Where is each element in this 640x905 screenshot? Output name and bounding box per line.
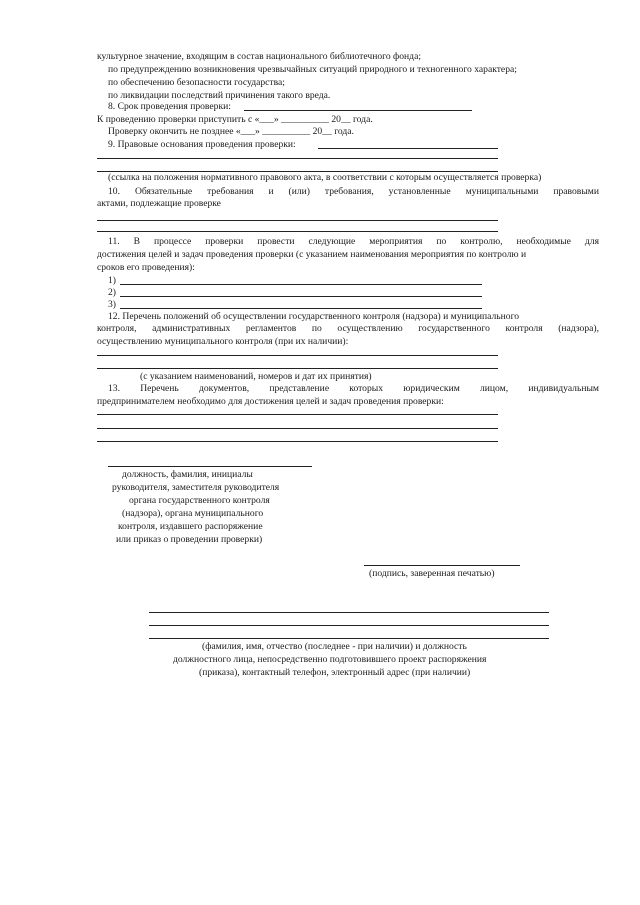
- item8-label: 8. Срок проведения проверки:: [108, 101, 231, 112]
- item13-text: предпринимателем необходимо для достижения целей и задач проведения проверки:: [97, 396, 444, 407]
- signer-caption: руководителя, заместителя руководителя: [112, 482, 280, 493]
- item8-fill-line[interactable]: [244, 110, 472, 111]
- item8-start: К проведению проверки приступить с «___» __________ 20__ года.: [97, 114, 373, 125]
- item11-text: сроков его проведения):: [97, 262, 195, 273]
- preparer-fill-line[interactable]: [149, 638, 549, 639]
- item11-text: 11. В процессе проверки провести следующие мероприятия по контролю, необходимые для: [108, 236, 599, 247]
- item8-end: Проверку окончить не позднее «___» __________ 20__ года.: [108, 126, 354, 137]
- item11-fill-line[interactable]: [120, 296, 482, 297]
- item11-num: 1): [108, 275, 116, 286]
- item11-num: 2): [108, 287, 116, 298]
- item10-fill-line[interactable]: [97, 220, 498, 221]
- item12-fill-line[interactable]: [97, 355, 498, 356]
- item12-text: 12. Перечень положений об осуществлении государственного контроля (надзора) и муниципального: [108, 311, 520, 322]
- item10-fill-line[interactable]: [97, 231, 498, 232]
- item10-text: 10. Обязательные требования и (или) требования, установленные муниципальными правовыми: [108, 186, 599, 197]
- item9-label: 9. Правовые основания проведения проверки:: [108, 139, 296, 150]
- preparer-caption: (приказа), контактный телефон, электронный адрес (при наличии): [199, 667, 471, 678]
- preparer-caption: (фамилия, имя, отчество (последнее - при наличии) и должность: [202, 641, 467, 652]
- signer-caption: (надзора), органа муниципального: [122, 508, 264, 519]
- top-text-line: по ликвидации последствий причинения такого вреда.: [108, 90, 331, 101]
- signer-caption: или приказ о проведении проверки): [116, 534, 263, 545]
- item13-fill-line[interactable]: [97, 428, 498, 429]
- signer-caption: должность, фамилия, инициалы: [122, 469, 253, 480]
- preparer-caption: должностного лица, непосредственно подготовившего проект распоряжения: [173, 654, 487, 665]
- item9-fill-line[interactable]: [97, 158, 498, 159]
- signer-caption: органа государственного контроля: [129, 495, 270, 506]
- item11-fill-line[interactable]: [120, 308, 482, 309]
- item13-text: 13. Перечень документов, представление которых юридическим лицом, индивидуальным: [108, 383, 599, 394]
- signer-caption: контроля, издавшего распоряжение: [118, 521, 263, 532]
- item12-fill-line[interactable]: [97, 368, 498, 369]
- preparer-fill-line[interactable]: [149, 612, 549, 613]
- top-text-line: культурное значение, входящим в состав национального библиотечного фонда;: [97, 51, 421, 62]
- item9-caption: (ссылка на положения нормативного правового акта, в соответствии с которым осуществляется проверка): [108, 172, 542, 183]
- signature-fill-line[interactable]: [364, 565, 520, 566]
- item13-fill-line[interactable]: [97, 414, 498, 415]
- signer-fill-line[interactable]: [108, 466, 312, 467]
- preparer-fill-line[interactable]: [149, 625, 549, 626]
- item10-text: актами, подлежащие проверке: [97, 198, 221, 209]
- item11-text: достижения целей и задач проведения проверки (с указанием наименования мероприятия по контролю и: [97, 249, 527, 260]
- item9-fill-line[interactable]: [318, 148, 498, 149]
- item11-fill-line[interactable]: [120, 284, 482, 285]
- item12-text: контроля, административных регламентов по осуществлению государственного контроля (надзора),: [97, 323, 599, 334]
- top-text-line: по предупреждению возникновения чрезвычайных ситуаций природного и техногенного характера;: [108, 64, 517, 75]
- item12-text: осуществлению муниципального контроля (при их наличии):: [97, 336, 349, 347]
- item11-num: 3): [108, 299, 116, 310]
- item13-fill-line[interactable]: [97, 441, 498, 442]
- item12-caption: (с указанием наименований, номеров и дат их принятия): [140, 371, 372, 382]
- top-text-line: по обеспечению безопасности государства;: [108, 77, 285, 88]
- signature-caption: (подпись, заверенная печатью): [369, 568, 495, 579]
